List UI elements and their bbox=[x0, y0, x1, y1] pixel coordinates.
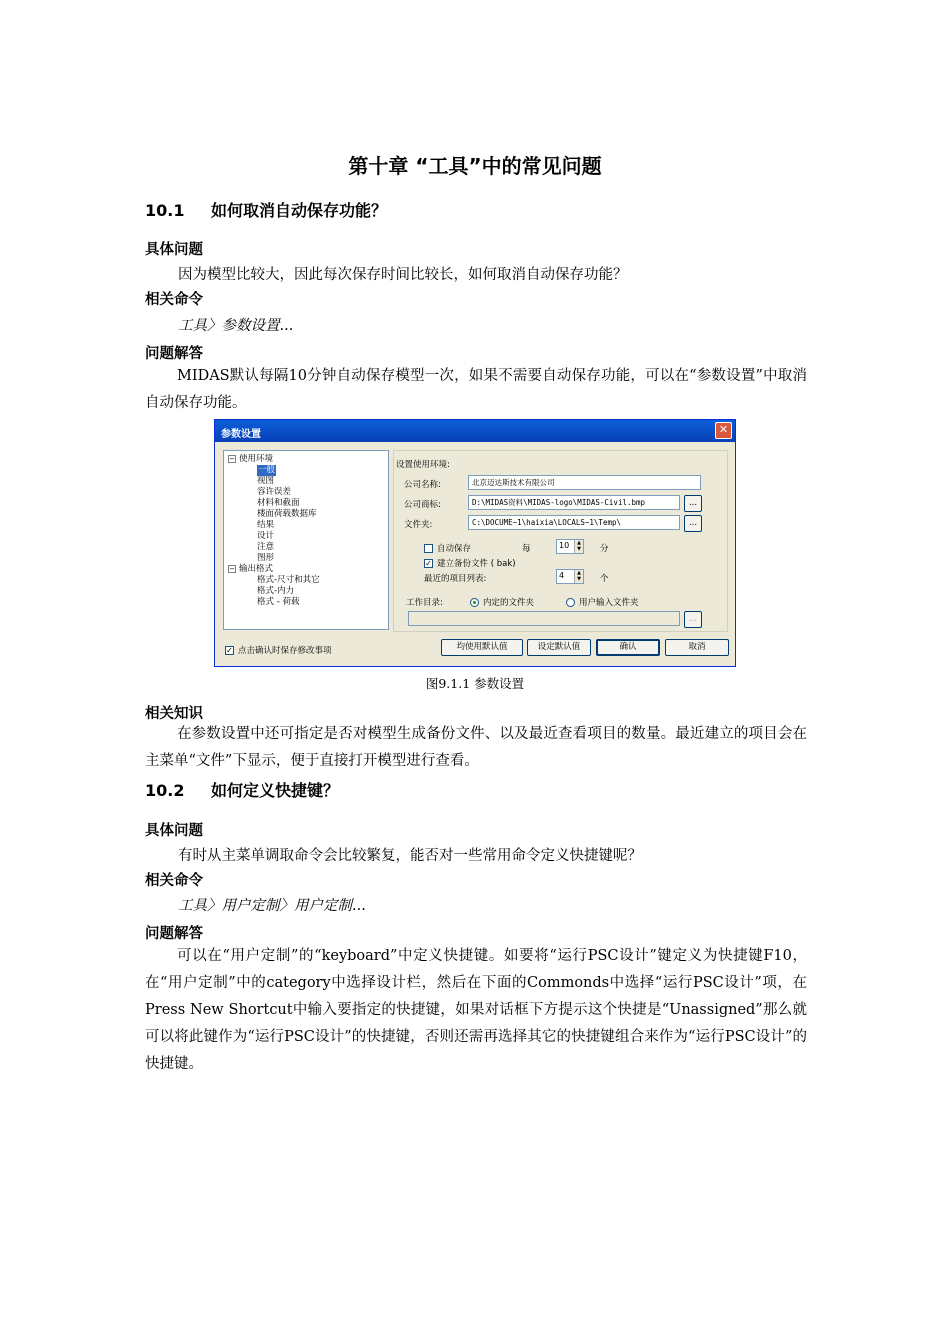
tree-item[interactable]: 格式-内力 bbox=[257, 586, 295, 596]
group-label: 设置使用环境: bbox=[396, 460, 450, 470]
settings-tree[interactable] bbox=[223, 450, 389, 630]
autosave-checkbox[interactable]: 自动保存 bbox=[424, 542, 471, 554]
browse-folder-button[interactable]: ... bbox=[684, 515, 702, 532]
tree-item[interactable]: 注意 bbox=[257, 542, 275, 552]
count-label: 个 bbox=[600, 574, 609, 584]
tree-group-environment[interactable]: − 使用环境 bbox=[229, 454, 274, 464]
section-number: 10.1 bbox=[145, 201, 185, 220]
tree-item[interactable]: 结果 bbox=[257, 520, 275, 530]
section-number: 10.2 bbox=[145, 781, 185, 800]
company-name-field[interactable]: 北京迈达斯技术有限公司 bbox=[468, 475, 701, 490]
command-text: 工具〉用户定制〉用户定制... bbox=[178, 898, 366, 914]
environment-group bbox=[393, 450, 728, 632]
knowledge-text: 在参数设置中还可指定是否对模型生成备份文件、以及最近查看项目的数量。最近建立的项目会在主菜单“文件”下显示，便于直接打开模型进行查看。 bbox=[145, 726, 807, 769]
preferences-dialog-screenshot bbox=[214, 419, 736, 667]
tree-item[interactable]: 图形 bbox=[257, 553, 275, 563]
use-default-button[interactable]: 均使用默认值 bbox=[441, 639, 523, 656]
question-text: 因为模型比较大，因此每次保存时间比较长，如何取消自动保存功能？ bbox=[178, 267, 628, 283]
recent-label: 最近的项目列表: bbox=[424, 574, 487, 584]
checkbox-icon[interactable] bbox=[424, 544, 433, 553]
tree-item[interactable]: 格式 - 荷载 bbox=[257, 597, 300, 607]
radio-icon[interactable] bbox=[566, 598, 575, 607]
answer-label: 问题解答 bbox=[145, 926, 203, 942]
tree-item[interactable]: 视图 bbox=[257, 476, 275, 486]
checkmark-icon[interactable]: ✓ bbox=[226, 646, 233, 655]
tree-item[interactable]: 格式-尺寸和其它 bbox=[257, 575, 320, 585]
collapse-icon[interactable]: − bbox=[229, 564, 235, 573]
tree-item[interactable]: 一般 bbox=[258, 465, 276, 475]
folder-label: 文件夹: bbox=[404, 520, 433, 530]
browse-workdir-button[interactable]: ... bbox=[684, 611, 702, 628]
minute-label: 分 bbox=[600, 544, 609, 554]
section-heading-10-2 bbox=[145, 778, 339, 801]
command-label: 相关命令 bbox=[145, 873, 203, 889]
knowledge-label: 相关知识 bbox=[145, 706, 203, 722]
spinner-arrows-icon[interactable]: ▲ ▼ bbox=[574, 540, 583, 553]
spinner-arrows-icon[interactable]: ▲ ▼ bbox=[574, 570, 583, 583]
every-label: 每 bbox=[522, 544, 531, 554]
section-heading-10-1 bbox=[145, 198, 387, 221]
answer-text: 可以在“用户定制”的“keyboard”中定义快捷键。如要将“运行PSC设计”键定义为快捷键F10，在“用户定制”中的category中选择设计栏，然后在下面的Commonds中选择“运行PSC设计”项，在Press New Shortcut中输入要指定的快捷键，如果对话框下方提示这个快捷是“Unassigned”那么就可以将此键作为“运行PSC设计”的快捷键，否则还需再选择其它的快捷键组合来作为“运行PSC设计”的快捷键。 bbox=[145, 948, 807, 1072]
browse-logo-button[interactable]: ... bbox=[684, 495, 702, 512]
folder-path-field[interactable]: C:\DOCUME~1\haixia\LOCALS~1\Temp\ bbox=[468, 515, 680, 530]
collapse-icon[interactable]: − bbox=[229, 454, 235, 463]
cancel-button[interactable]: 取消 bbox=[665, 639, 729, 656]
question-label: 具体问题 bbox=[145, 242, 203, 258]
question-text: 有时从主菜单调取命令会比较繁复，能否对一些常用命令定义快捷键呢？ bbox=[178, 848, 642, 864]
command-label: 相关命令 bbox=[145, 292, 203, 308]
logo-label: 公司商标: bbox=[404, 500, 441, 510]
figure-caption: 图9.1.1 参数设置 bbox=[425, 676, 525, 691]
workdir-label: 工作目录: bbox=[406, 598, 443, 608]
workdir-field[interactable] bbox=[408, 611, 680, 626]
tree-item[interactable]: 材料和截面 bbox=[257, 498, 300, 508]
company-label: 公司名称: bbox=[404, 480, 441, 490]
logo-path-field[interactable]: D:\MIDAS资料\MIDAS-logo\MIDAS-Civil.bmp bbox=[468, 495, 680, 510]
answer-label: 问题解答 bbox=[145, 346, 203, 362]
radio-selected-icon[interactable] bbox=[470, 598, 479, 607]
command-text: 工具〉参数设置... bbox=[178, 318, 294, 334]
question-label: 具体问题 bbox=[145, 823, 203, 839]
section-title: 如何定义快捷键？ bbox=[211, 781, 340, 800]
ok-button[interactable]: 确认 bbox=[596, 639, 660, 656]
dialog-titlebar bbox=[215, 420, 735, 442]
dialog-title: 参数设置 bbox=[221, 429, 261, 440]
chapter-title: 第十章 “工具”中的常见问题 bbox=[348, 154, 602, 178]
section-title: 如何取消自动保存功能？ bbox=[211, 201, 388, 220]
radio-user-folder[interactable]: 用户输入文件夹 bbox=[566, 596, 639, 608]
tree-item[interactable]: 设计 bbox=[257, 531, 275, 541]
close-icon[interactable]: ✕ bbox=[715, 422, 732, 439]
checkmark-icon[interactable]: ✓ bbox=[425, 559, 432, 568]
answer-text: MIDAS默认每隔10分钟自动保存模型一次，如果不需要自动保存功能，可以在“参数设置”中取消自动保存功能。 bbox=[145, 368, 807, 411]
radio-default-folder[interactable]: 内定的文件夹 bbox=[470, 596, 534, 608]
tree-item[interactable]: 容许误差 bbox=[257, 487, 292, 497]
recent-count-spinner[interactable]: 4 ▲ ▼ bbox=[556, 569, 584, 584]
autosave-interval-spinner[interactable]: 10 ▲ ▼ bbox=[556, 539, 584, 554]
tree-group-output[interactable]: − 输出格式 bbox=[229, 564, 274, 574]
tree-item[interactable]: 楼面荷载数据库 bbox=[257, 509, 317, 519]
set-default-button[interactable]: 设定默认值 bbox=[527, 639, 591, 656]
backup-checkbox[interactable]: ✓ 建立备份文件 ( bak) bbox=[425, 559, 516, 569]
confirm-save-checkbox[interactable]: ✓ 点击确认时保存修改事项 bbox=[226, 646, 332, 656]
